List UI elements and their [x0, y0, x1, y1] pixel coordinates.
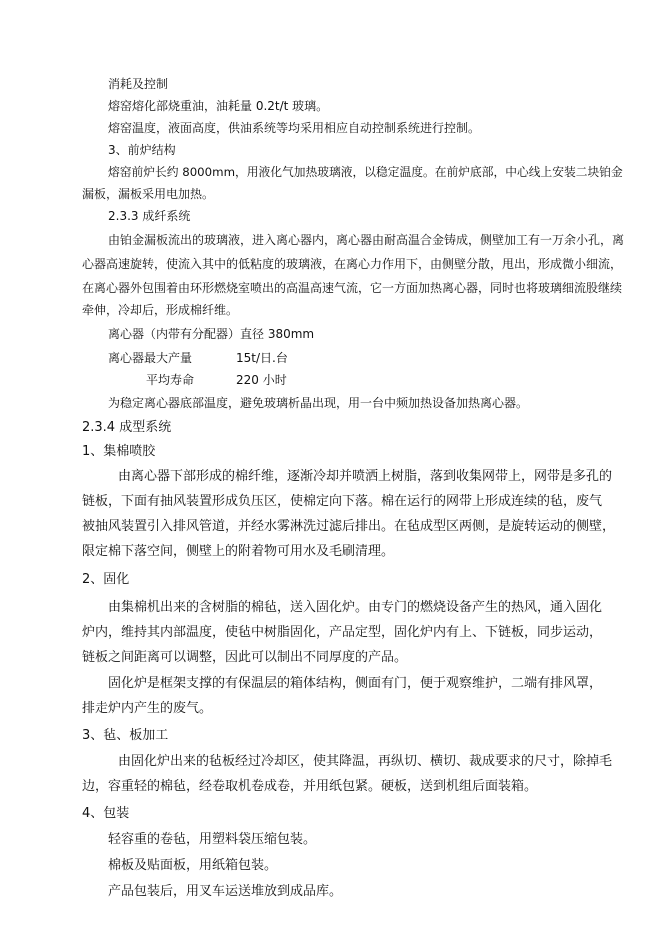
paragraph-line: 轻容重的卷毡，用塑料袋压缩包装。	[108, 832, 317, 847]
paragraph-line: 限定棉下落空间，侧壁上的附着物可用水及毛刷清理。	[82, 544, 395, 559]
paragraph-line: 由固化炉出来的毡板经过冷却区，使其降温，再纵切、横切、裁成要求的尺寸，除掉毛	[118, 754, 613, 769]
paragraph-line: 熔窑前炉长约 8000mm，用液化气加热玻璃液，以稳定温度。在前炉底部，中心线上安装二块铂金	[108, 165, 623, 179]
paragraph-line: 由离心器下部形成的棉纤维，逐渐冷却并喷洒上树脂，落到收集网带上，网带是多孔的	[118, 469, 613, 484]
paragraph-line: 由集棉机出来的含树脂的棉毡，送入固化炉。由专门的燃烧设备产生的热风，通入固化	[108, 600, 603, 615]
paragraph-line: 牵伸，冷却后，形成棉纤维。	[82, 303, 239, 317]
paragraph-line: 链板之间距离可以调整，因此可以制出不同厚度的产品。	[82, 650, 408, 665]
spec-label-output: 离心器最大产量	[108, 351, 193, 365]
heading-forming: 2.3.4 成型系统	[82, 420, 172, 435]
spec-value-output: 15t/日.台	[236, 351, 288, 365]
paragraph-line: 为稳定离心器底部温度，避免玻璃析晶出现，用一台中频加热设备加热离心器。	[108, 396, 529, 410]
spec-value-lifetime: 220 小时	[236, 373, 287, 387]
paragraph-line: 漏板，漏板采用电加热。	[82, 187, 215, 201]
subheading-processing: 3、毡、板加工	[82, 728, 169, 743]
paragraph-line: 链板，下面有抽风装置形成负压区，使棉定向下落。棉在运行的网带上形成连续的毡，废气	[82, 494, 603, 509]
paragraph-line: 由铂金漏板流出的玻璃液，进入离心器内，离心器由耐高温合金铸成，侧壁加工有一万余小孔，离	[108, 233, 625, 247]
heading-forehearth: 3、前炉结构	[108, 143, 176, 157]
paragraph-line: 排走炉内产生的废气。	[82, 701, 213, 716]
paragraph-line: 被抽风装置引入排风管道，并经水雾淋洗过滤后排出。在毡成型区两侧，是旋转运动的侧壁，	[82, 519, 616, 534]
paragraph-line: 心器高速旋转，使流入其中的低粘度的玻璃液，在离心力作用下，由侧壁分散，甩出，形成微小细流，	[82, 257, 623, 271]
heading-consumption: 消耗及控制	[108, 77, 169, 91]
spec-label-diameter: 离心器（内带有分配器）直径 380mm	[108, 327, 315, 341]
subheading-curing: 2、固化	[82, 572, 130, 587]
paragraph-line: 熔窑温度，液面高度，供油系统等均采用相应自动控制系统进行控制。	[108, 121, 481, 135]
heading-fiberizing: 2.3.3 成纤系统	[108, 209, 191, 223]
paragraph-line: 棉板及贴面板，用纸箱包装。	[108, 858, 278, 873]
paragraph-line: 在离心器外包围着由环形燃烧室喷出的高温高速气流，它一方面加热离心器，同时也将玻璃细流股继续	[82, 281, 623, 295]
paragraph-line: 边，容重轻的棉毡，经卷取机卷成卷，并用纸包紧。硬板，送到机组后面装箱。	[82, 779, 538, 794]
paragraph-line: 炉内，维持其内部温度，使毡中树脂固化，产品定型，固化炉内有上、下链板，同步运动，	[82, 625, 603, 640]
subheading-collection: 1、集棉喷胶	[82, 444, 156, 459]
paragraph-line: 产品包装后，用叉车运送堆放到成品库。	[108, 884, 343, 899]
subheading-packaging: 4、包装	[82, 806, 130, 821]
paragraph-line: 固化炉是框架支撑的有保温层的箱体结构，侧面有门，便于观察维护，二端有排风罩，	[108, 676, 603, 691]
paragraph-line: 熔窑熔化部烧重油，油耗量 0.2t/t 玻璃。	[108, 99, 329, 113]
spec-label-lifetime: 平均寿命	[146, 373, 195, 387]
